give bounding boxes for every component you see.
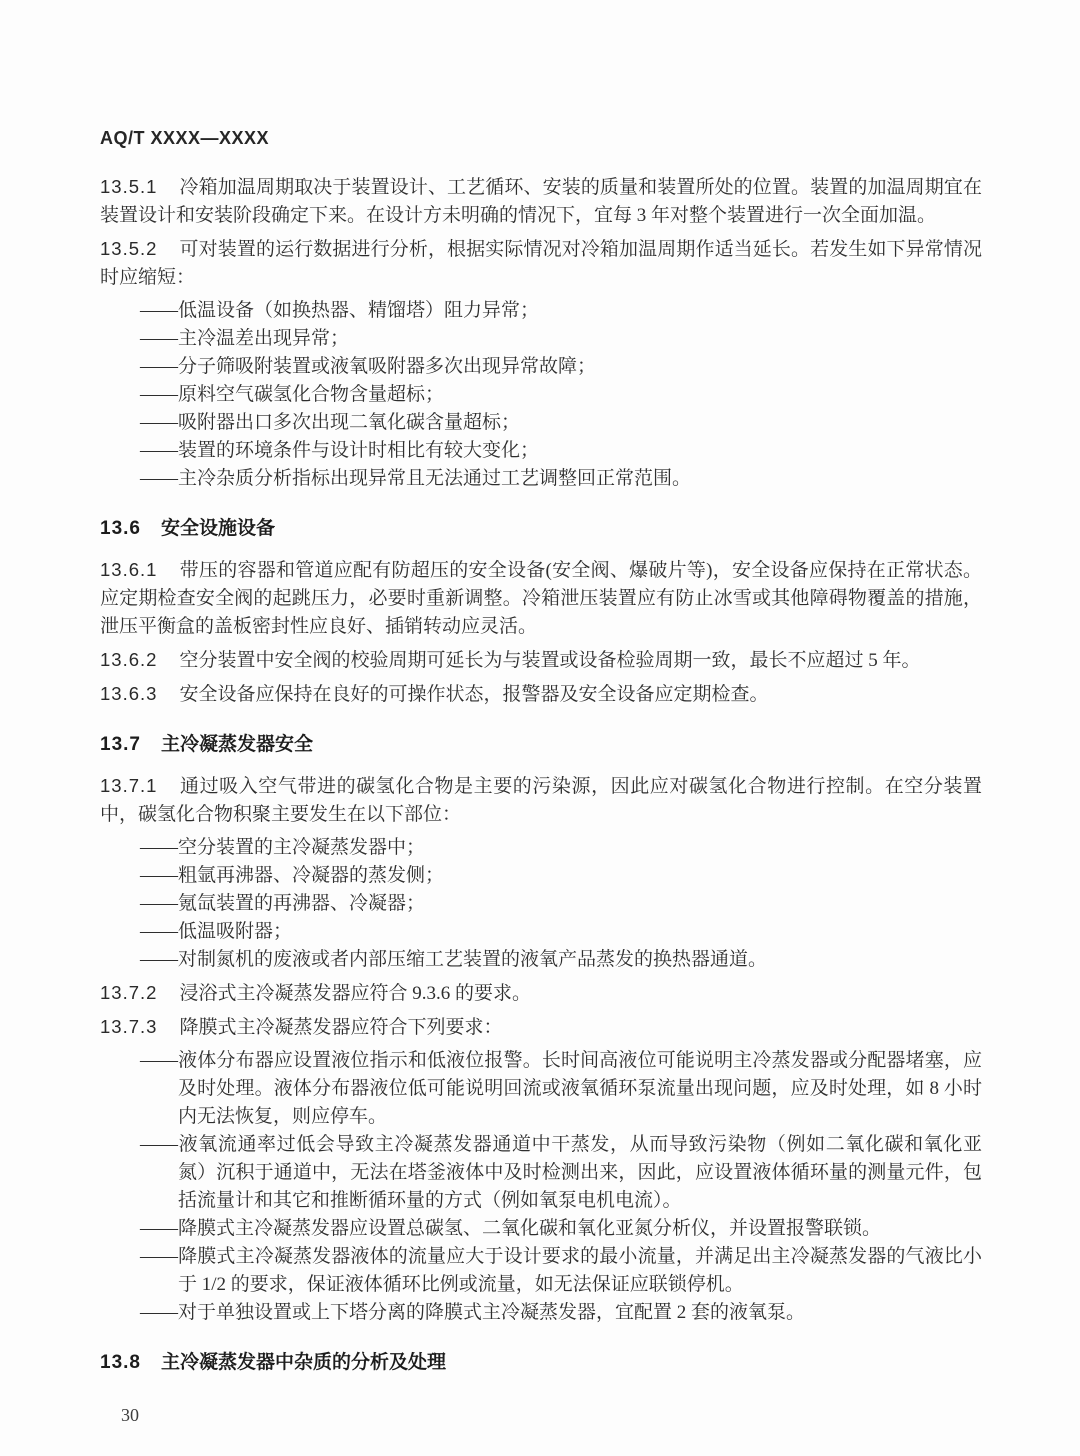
list-item: ——主冷温差出现异常； [140, 328, 350, 349]
list-item: ——主冷杂质分析指标出现异常且无法通过工艺调整回正常范围。 [140, 468, 692, 489]
clause-13-7-1 [100, 772, 982, 829]
section-title: 主冷凝蒸发器安全 [160, 734, 313, 755]
list-item: ——空分装置的主冷凝蒸发器中； [140, 837, 426, 858]
section-title: 安全设施设备 [160, 518, 275, 539]
list-item: ——氪氙装置的再沸器、冷凝器； [140, 893, 426, 914]
clause-text: 冷箱加温周期取决于装置设计、工艺循环、安装的质量和装置所处的位置。装置的加温周期宜在装置设计和安装阶段确定下来。在设计方未明确的情况下，宜每 3 年对整个装置进行一次全面加温。 [100, 177, 982, 226]
list-item: ——粗氩再沸器、冷凝器的蒸发侧； [140, 865, 445, 886]
list-item: ——低温吸附器； [140, 921, 293, 942]
list-item: ——对于单独设置或上下塔分离的降膜式主冷凝蒸发器，宜配置 2 套的液氧泵。 [140, 1302, 806, 1323]
clause-number: 13.6.3 [100, 683, 158, 704]
clause-number: 13.7.1 [100, 775, 158, 796]
page-number: 30 [121, 1405, 139, 1425]
clause-number: 13.6.1 [100, 559, 158, 580]
list-item: ——对制氮机的废液或者内部压缩工艺装置的液氧产品蒸发的换热器通道。 [140, 949, 768, 970]
clause-13-6-2 [100, 646, 982, 675]
clause-number: 13.6.2 [100, 649, 158, 670]
page-content [100, 128, 982, 1390]
falling-film-requirements-list [100, 1047, 982, 1327]
clause-text: 带压的容器和管道应配有防超压的安全设备(安全阀、爆破片等)，安全设备应保持在正常状态。应定期检查安全阀的起跳压力，必要时重新调整。冷箱泄压装置应有防止冰雪或其他障碍物覆盖的措施，泄压平衡盒的盖板密封性应良好、插销转动应灵活。 [100, 560, 982, 637]
standard-code-header: AQ/T XXXX—XXXX [100, 128, 270, 148]
clause-number: 13.5.2 [100, 238, 158, 259]
list-item: ——液体分布器应设置液位指示和低液位报警。长时间高液位可能说明主冷蒸发器或分配器堵塞，应及时处理。液体分布器液位低可能说明回流或液氧循环泵流量出现问题，应及时处理，如 8 小时内无法恢复，则应停车。 [140, 1050, 982, 1127]
clause-text: 空分装置中安全阀的校验周期可延长为与装置或设备检验周期一致，最长不应超过 5 年。 [179, 650, 921, 671]
list-item: ——低温设备（如换热器、精馏塔）阻力异常； [140, 300, 540, 321]
list-item: ——装置的环境条件与设计时相比有较大变化； [140, 440, 540, 461]
section-number: 13.7 [100, 734, 141, 755]
clause-text: 降膜式主冷凝蒸发器应符合下列要求： [179, 1017, 503, 1038]
list-item: ——降膜式主冷凝蒸发器液体的流量应大于设计要求的最小流量，并满足出主冷凝蒸发器的气液比小于 1/2 的要求，保证液体循环比例或流量，如无法保证应联锁停机。 [140, 1246, 982, 1295]
list-item: ——吸附器出口多次出现二氧化碳含量超标； [140, 412, 521, 433]
section-heading-13-8 [100, 1351, 982, 1375]
list-item: ——液氧流通率过低会导致主冷凝蒸发器通道中干蒸发，从而导致污染物（例如二氧化碳和氧化亚氮）沉积于通道中，无法在塔釜液体中及时检测出来，因此，应设置液体循环量的测量元件，包括流量计和其它和推断循环量的方式（例如氧泵电机电流）。 [140, 1134, 982, 1211]
clause-13-6-3 [100, 680, 982, 709]
clause-number: 13.5.1 [100, 176, 158, 197]
abnormal-conditions-list [100, 297, 982, 493]
clause-13-6-1 [100, 556, 982, 641]
clause-13-5-2 [100, 235, 982, 292]
section-heading-13-6 [100, 517, 982, 541]
clause-number: 13.7.3 [100, 1016, 158, 1037]
list-item: ——分子筛吸附装置或液氧吸附器多次出现异常故障； [140, 356, 597, 377]
section-title: 主冷凝蒸发器中杂质的分析及处理 [160, 1352, 446, 1373]
clause-13-7-2 [100, 979, 982, 1008]
section-number: 13.6 [100, 518, 141, 539]
clause-text: 通过吸入空气带进的碳氢化合物是主要的污染源，因此应对碳氢化合物进行控制。在空分装置中，碳氢化合物积聚主要发生在以下部位： [100, 776, 982, 825]
clause-text: 浸浴式主冷凝蒸发器应符合 9.3.6 的要求。 [179, 983, 531, 1004]
clause-13-7-3 [100, 1013, 982, 1042]
list-item: ——原料空气碳氢化合物含量超标； [140, 384, 445, 405]
hydrocarbon-accumulation-locations-list [100, 834, 982, 974]
list-item: ——降膜式主冷凝蒸发器应设置总碳氢、二氧化碳和氧化亚氮分析仪，并设置报警联锁。 [140, 1218, 882, 1239]
clause-text: 可对装置的运行数据进行分析，根据实际情况对冷箱加温周期作适当延长。若发生如下异常情况时应缩短： [100, 239, 982, 288]
clause-number: 13.7.2 [100, 982, 158, 1003]
clause-text: 安全设备应保持在良好的可操作状态，报警器及安全设备应定期检查。 [179, 684, 769, 705]
clause-13-5-1 [100, 173, 982, 230]
section-heading-13-7 [100, 733, 982, 757]
section-number: 13.8 [100, 1352, 141, 1373]
